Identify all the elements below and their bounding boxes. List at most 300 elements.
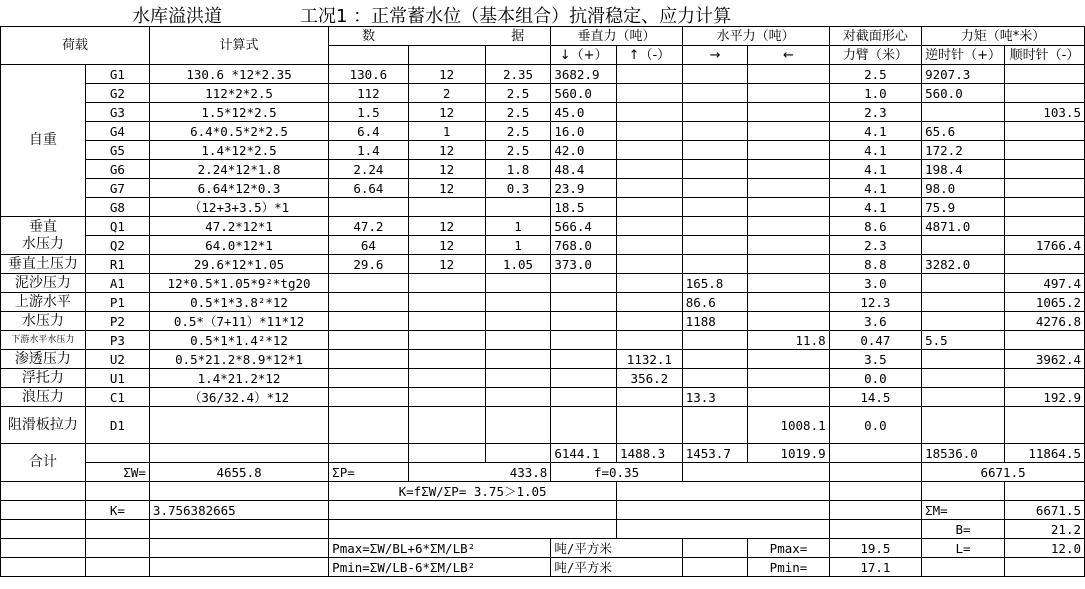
pmin-formula: Pmin=ΣW/LB-6*ΣM/LB² xyxy=(329,558,551,577)
lever-arm: 4.1 xyxy=(829,122,921,141)
data-2 xyxy=(408,293,485,312)
vertical-down: 42.0 xyxy=(551,141,617,160)
lever-arm: 0.0 xyxy=(829,369,921,388)
pmax-label: Pmax= xyxy=(748,539,829,558)
lever-arm: 0.0 xyxy=(829,407,921,444)
vertical-down: 16.0 xyxy=(551,122,617,141)
horizontal-right: 165.8 xyxy=(682,274,748,293)
data-3 xyxy=(485,331,551,350)
vertical-down: 3682.9 xyxy=(551,65,617,84)
horizontal-right xyxy=(682,217,748,236)
total-vertical-down: 6144.1 xyxy=(551,444,617,463)
table-row xyxy=(1,293,1085,312)
lever-arm: 2.3 xyxy=(829,236,921,255)
horizontal-left xyxy=(748,198,829,217)
table-row xyxy=(1,198,1085,217)
data-3: 2.5 xyxy=(485,103,551,122)
calc-table xyxy=(0,26,1085,577)
stability-formula: K=fΣW/ΣP= 3.75＞1.05 xyxy=(329,482,617,501)
moment-cw xyxy=(1005,331,1085,350)
moment-cw: 4276.8 xyxy=(1005,312,1085,331)
horizontal-left xyxy=(748,217,829,236)
horizontal-left xyxy=(748,236,829,255)
sum-w-value: 4655.8 xyxy=(149,463,328,482)
table-row xyxy=(1,558,1085,577)
sheet-title-right: 工况1 ：正常蓄水位（基本组合）抗滑稳定、应力计算 xyxy=(300,6,732,27)
formula: 1.5*12*2.5 xyxy=(149,103,328,122)
horizontal-left xyxy=(748,369,829,388)
table-row xyxy=(1,122,1085,141)
moment-ccw xyxy=(922,312,1005,331)
data-1: 112 xyxy=(329,84,408,103)
header-formula: 计算式 xyxy=(149,27,328,65)
horizontal-left xyxy=(748,293,829,312)
moment-cw: 3962.4 xyxy=(1005,350,1085,369)
horizontal-left xyxy=(748,255,829,274)
load-code: P3 xyxy=(85,331,149,350)
data-2 xyxy=(408,388,485,407)
vertical-up xyxy=(617,407,683,444)
load-code: P1 xyxy=(85,293,149,312)
data-2: 12 xyxy=(408,179,485,198)
cell xyxy=(329,501,617,520)
header-ccw: 逆时针（+） xyxy=(922,46,1005,65)
vertical-down: 18.5 xyxy=(551,198,617,217)
pmin-label: Pmin= xyxy=(748,558,829,577)
horizontal-left xyxy=(748,350,829,369)
header-vertical: 垂直力（吨） xyxy=(551,27,682,46)
vertical-up xyxy=(617,160,683,179)
horizontal-right xyxy=(682,198,748,217)
group-label: 阻滑板拉力 xyxy=(1,407,86,444)
data-3: 0.3 xyxy=(485,179,551,198)
cell xyxy=(829,463,921,482)
moment-cw xyxy=(1005,141,1085,160)
cell xyxy=(329,520,617,539)
horizontal-right xyxy=(682,103,748,122)
sum-m-value: 6671.5 xyxy=(1005,501,1085,520)
data-1 xyxy=(329,274,408,293)
load-code: A1 xyxy=(85,274,149,293)
vertical-down xyxy=(551,350,617,369)
cell xyxy=(85,539,149,558)
formula: 12*0.5*1.05*9²*tg20 xyxy=(149,274,328,293)
total-moment-cw: 11864.5 xyxy=(1005,444,1085,463)
vertical-down xyxy=(551,274,617,293)
net-moment: 6671.5 xyxy=(922,463,1085,482)
b-value: 21.2 xyxy=(1005,520,1085,539)
vertical-up xyxy=(617,388,683,407)
data-2: 12 xyxy=(408,160,485,179)
header-data2: 据 xyxy=(485,27,551,46)
load-code: R1 xyxy=(85,255,149,274)
horizontal-right xyxy=(682,331,748,350)
moment-cw: 192.9 xyxy=(1005,388,1085,407)
header-vert-down: ↓（+） xyxy=(551,46,617,65)
header-arm1: 对截面形心 xyxy=(829,27,921,46)
formula: 2.24*12*1.8 xyxy=(149,160,328,179)
moment-cw: 497.4 xyxy=(1005,274,1085,293)
group-label: 自重 xyxy=(1,65,86,217)
lever-arm: 4.1 xyxy=(829,179,921,198)
lever-arm: 14.5 xyxy=(829,388,921,407)
table-row xyxy=(1,331,1085,350)
pmax-value: 19.5 xyxy=(829,539,921,558)
data-2: 12 xyxy=(408,255,485,274)
lever-arm: 4.1 xyxy=(829,198,921,217)
vertical-down xyxy=(551,312,617,331)
data-2: 12 xyxy=(408,236,485,255)
moment-ccw xyxy=(922,369,1005,388)
header-vert-up: ↑（-） xyxy=(617,46,683,65)
cell xyxy=(617,501,830,520)
vertical-up: 356.2 xyxy=(617,369,683,388)
formula: 0.5*（7+11）*11*12 xyxy=(149,312,328,331)
cell xyxy=(829,520,921,539)
horizontal-right: 86.6 xyxy=(682,293,748,312)
b-label: B= xyxy=(922,520,1005,539)
vertical-down: 768.0 xyxy=(551,236,617,255)
horizontal-right xyxy=(682,179,748,198)
table-row xyxy=(1,84,1085,103)
sum-m-label: ΣM= xyxy=(922,501,1005,520)
total-moment-ccw: 18536.0 xyxy=(922,444,1005,463)
cell xyxy=(682,539,748,558)
vertical-down: 373.0 xyxy=(551,255,617,274)
moment-ccw: 65.6 xyxy=(922,122,1005,141)
sum-p-value: 433.8 xyxy=(408,463,551,482)
moment-ccw xyxy=(922,407,1005,444)
cell xyxy=(329,444,408,463)
vertical-up xyxy=(617,236,683,255)
formula: 64.0*12*1 xyxy=(149,236,328,255)
data-3 xyxy=(485,407,551,444)
title-row xyxy=(0,0,1085,26)
moment-ccw xyxy=(922,103,1005,122)
moment-ccw: 560.0 xyxy=(922,84,1005,103)
vertical-up xyxy=(617,312,683,331)
vertical-down xyxy=(551,331,617,350)
load-code: P2 xyxy=(85,312,149,331)
moment-ccw: 9207.3 xyxy=(922,65,1005,84)
load-code: D1 xyxy=(85,407,149,444)
group-label: 水压力 xyxy=(1,312,86,331)
vertical-down: 48.4 xyxy=(551,160,617,179)
table-row xyxy=(1,350,1085,369)
load-code: G3 xyxy=(85,103,149,122)
moment-ccw: 3282.0 xyxy=(922,255,1005,274)
horizontal-right xyxy=(682,236,748,255)
load-code: G8 xyxy=(85,198,149,217)
vertical-down: 566.4 xyxy=(551,217,617,236)
data-3: 1 xyxy=(485,236,551,255)
cell xyxy=(829,444,921,463)
cell xyxy=(85,444,149,463)
moment-ccw: 5.5 xyxy=(922,331,1005,350)
moment-cw xyxy=(1005,255,1085,274)
group-label: 下游水平水压力 xyxy=(1,331,86,350)
header-arm2: 力臂（米） xyxy=(829,46,921,65)
horizontal-left xyxy=(748,103,829,122)
moment-cw xyxy=(1005,369,1085,388)
horizontal-left xyxy=(748,160,829,179)
load-code: U1 xyxy=(85,369,149,388)
cell xyxy=(1,558,86,577)
cell xyxy=(617,520,830,539)
pmax-unit: 吨/平方米 xyxy=(551,539,682,558)
lever-arm: 3.6 xyxy=(829,312,921,331)
moment-cw: 1766.4 xyxy=(1005,236,1085,255)
vertical-up xyxy=(617,84,683,103)
header-horizontal: 水平力（吨） xyxy=(682,27,829,46)
moment-cw xyxy=(1005,122,1085,141)
l-value: 12.0 xyxy=(1005,539,1085,558)
moment-ccw: 98.0 xyxy=(922,179,1005,198)
data-3 xyxy=(485,369,551,388)
friction-coef: f=0.35 xyxy=(551,463,682,482)
cell xyxy=(1,501,86,520)
formula: 6.4*0.5*2*2.5 xyxy=(149,122,328,141)
cell xyxy=(922,558,1005,577)
lever-arm: 4.1 xyxy=(829,160,921,179)
formula xyxy=(149,407,328,444)
moment-cw: 103.5 xyxy=(1005,103,1085,122)
data-2 xyxy=(408,312,485,331)
formula: 130.6 *12*2.35 xyxy=(149,65,328,84)
horizontal-left xyxy=(748,312,829,331)
data-2 xyxy=(408,274,485,293)
horizontal-right xyxy=(682,369,748,388)
data-2: 12 xyxy=(408,65,485,84)
data-3: 1.8 xyxy=(485,160,551,179)
vertical-down xyxy=(551,388,617,407)
data-1: 130.6 xyxy=(329,65,408,84)
moment-cw xyxy=(1005,65,1085,84)
data-3: 1.05 xyxy=(485,255,551,274)
data-3: 2.5 xyxy=(485,84,551,103)
cell xyxy=(1005,482,1085,501)
k-label: K= xyxy=(85,501,149,520)
data-2: 12 xyxy=(408,103,485,122)
formula: 29.6*12*1.05 xyxy=(149,255,328,274)
formula: （12+3+3.5）*1 xyxy=(149,198,328,217)
cell xyxy=(408,444,485,463)
table-row xyxy=(1,255,1085,274)
sum-p-label: ΣP= xyxy=(329,463,408,482)
cell xyxy=(149,558,328,577)
pmax-formula: Pmax=ΣW/BL+6*ΣM/LB² xyxy=(329,539,551,558)
data-2 xyxy=(408,198,485,217)
data-2 xyxy=(408,331,485,350)
total-horizontal-right: 1453.7 xyxy=(682,444,748,463)
cell xyxy=(149,444,328,463)
lever-arm: 2.3 xyxy=(829,103,921,122)
data-3: 2.5 xyxy=(485,122,551,141)
vertical-up xyxy=(617,274,683,293)
table-row xyxy=(1,463,1085,482)
data-2: 12 xyxy=(408,217,485,236)
moment-ccw: 198.4 xyxy=(922,160,1005,179)
load-code: U2 xyxy=(85,350,149,369)
moment-cw xyxy=(1005,84,1085,103)
horizontal-right: 13.3 xyxy=(682,388,748,407)
data-3: 1 xyxy=(485,217,551,236)
group-label: 泥沙压力 xyxy=(1,274,86,293)
pmin-unit: 吨/平方米 xyxy=(551,558,682,577)
cell xyxy=(149,482,328,501)
vertical-down: 560.0 xyxy=(551,84,617,103)
total-horizontal-left: 1019.9 xyxy=(748,444,829,463)
horizontal-right xyxy=(682,65,748,84)
group-label: 垂直 水压力 xyxy=(1,217,86,255)
load-code: Q1 xyxy=(85,217,149,236)
lever-arm: 3.0 xyxy=(829,274,921,293)
table-row xyxy=(1,103,1085,122)
lever-arm: 8.8 xyxy=(829,255,921,274)
horizontal-right xyxy=(682,255,748,274)
moment-ccw: 75.9 xyxy=(922,198,1005,217)
vertical-down: 45.0 xyxy=(551,103,617,122)
data-2 xyxy=(408,350,485,369)
header-load: 荷载 xyxy=(1,27,150,65)
formula: 1.4*12*2.5 xyxy=(149,141,328,160)
vertical-up xyxy=(617,293,683,312)
horizontal-left xyxy=(748,274,829,293)
load-code: C1 xyxy=(85,388,149,407)
lever-arm: 1.0 xyxy=(829,84,921,103)
horizontal-right: 1188 xyxy=(682,312,748,331)
vertical-up xyxy=(617,65,683,84)
vertical-down xyxy=(551,293,617,312)
data-3 xyxy=(485,312,551,331)
cell xyxy=(85,558,149,577)
header-moment: 力矩（吨*米） xyxy=(922,27,1085,46)
horizontal-left xyxy=(748,141,829,160)
formula: 112*2*2.5 xyxy=(149,84,328,103)
k-value: 3.756382665 xyxy=(149,501,328,520)
vertical-up xyxy=(617,179,683,198)
data-1 xyxy=(329,350,408,369)
data-1 xyxy=(329,198,408,217)
vertical-down: 23.9 xyxy=(551,179,617,198)
data-1: 2.24 xyxy=(329,160,408,179)
cell xyxy=(1,482,86,501)
cell xyxy=(85,482,149,501)
header-cw: 顺时针（-） xyxy=(1005,46,1085,65)
horizontal-right xyxy=(682,407,748,444)
lever-arm: 4.1 xyxy=(829,141,921,160)
total-label: 合计 xyxy=(1,444,86,482)
header-hor-left: ← xyxy=(748,46,829,65)
horizontal-left xyxy=(748,65,829,84)
moment-ccw: 4871.0 xyxy=(922,217,1005,236)
load-code: G7 xyxy=(85,179,149,198)
cell xyxy=(149,520,328,539)
table-row xyxy=(1,539,1085,558)
moment-cw xyxy=(1005,217,1085,236)
data-1: 6.4 xyxy=(329,122,408,141)
moment-ccw xyxy=(922,274,1005,293)
data-3: 2.5 xyxy=(485,141,551,160)
data-1 xyxy=(329,388,408,407)
moment-cw xyxy=(1005,160,1085,179)
cell xyxy=(829,501,921,520)
cell xyxy=(829,482,921,501)
group-label: 垂直土压力 xyxy=(1,255,86,274)
table-row xyxy=(1,312,1085,331)
horizontal-right xyxy=(682,84,748,103)
vertical-up xyxy=(617,122,683,141)
table-row xyxy=(1,179,1085,198)
moment-cw xyxy=(1005,407,1085,444)
vertical-down xyxy=(551,369,617,388)
formula: 0.5*1*3.8²*12 xyxy=(149,293,328,312)
group-label: 浮托力 xyxy=(1,369,86,388)
table-row xyxy=(1,274,1085,293)
vertical-up xyxy=(617,255,683,274)
data-3 xyxy=(485,198,551,217)
cell xyxy=(922,482,1005,501)
vertical-down xyxy=(551,407,617,444)
group-label: 渗透压力 xyxy=(1,350,86,369)
data-2: 2 xyxy=(408,84,485,103)
group-label: 上游水平 xyxy=(1,293,86,312)
moment-ccw: 172.2 xyxy=(922,141,1005,160)
cell xyxy=(485,444,551,463)
data-1: 1.5 xyxy=(329,103,408,122)
load-code: G5 xyxy=(85,141,149,160)
header-data1: 数 xyxy=(329,27,408,46)
moment-cw xyxy=(1005,179,1085,198)
table-row xyxy=(1,236,1085,255)
formula: 47.2*12*1 xyxy=(149,217,328,236)
data-3: 2.35 xyxy=(485,65,551,84)
vertical-up xyxy=(617,103,683,122)
data-1 xyxy=(329,369,408,388)
table-row xyxy=(1,369,1085,388)
formula: 0.5*21.2*8.9*12*1 xyxy=(149,350,328,369)
group-label: 浪压力 xyxy=(1,388,86,407)
data-3 xyxy=(485,350,551,369)
formula: （36/32.4）*12 xyxy=(149,388,328,407)
data-1: 1.4 xyxy=(329,141,408,160)
vertical-up xyxy=(617,331,683,350)
data-3 xyxy=(485,293,551,312)
table-row xyxy=(1,141,1085,160)
horizontal-left xyxy=(748,122,829,141)
vertical-up xyxy=(617,217,683,236)
moment-cw: 1065.2 xyxy=(1005,293,1085,312)
cell xyxy=(149,539,328,558)
load-code: G4 xyxy=(85,122,149,141)
data-1 xyxy=(329,407,408,444)
formula: 0.5*1*1.4²*12 xyxy=(149,331,328,350)
moment-cw xyxy=(1005,198,1085,217)
lever-arm: 12.3 xyxy=(829,293,921,312)
load-code: G6 xyxy=(85,160,149,179)
table-row xyxy=(1,65,1085,84)
vertical-up xyxy=(617,198,683,217)
table-row xyxy=(1,444,1085,463)
table-row xyxy=(1,217,1085,236)
table-row xyxy=(1,482,1085,501)
cell xyxy=(1,539,86,558)
lever-arm: 2.5 xyxy=(829,65,921,84)
table-row xyxy=(1,520,1085,539)
horizontal-right xyxy=(682,141,748,160)
data-2: 1 xyxy=(408,122,485,141)
data-1: 47.2 xyxy=(329,217,408,236)
